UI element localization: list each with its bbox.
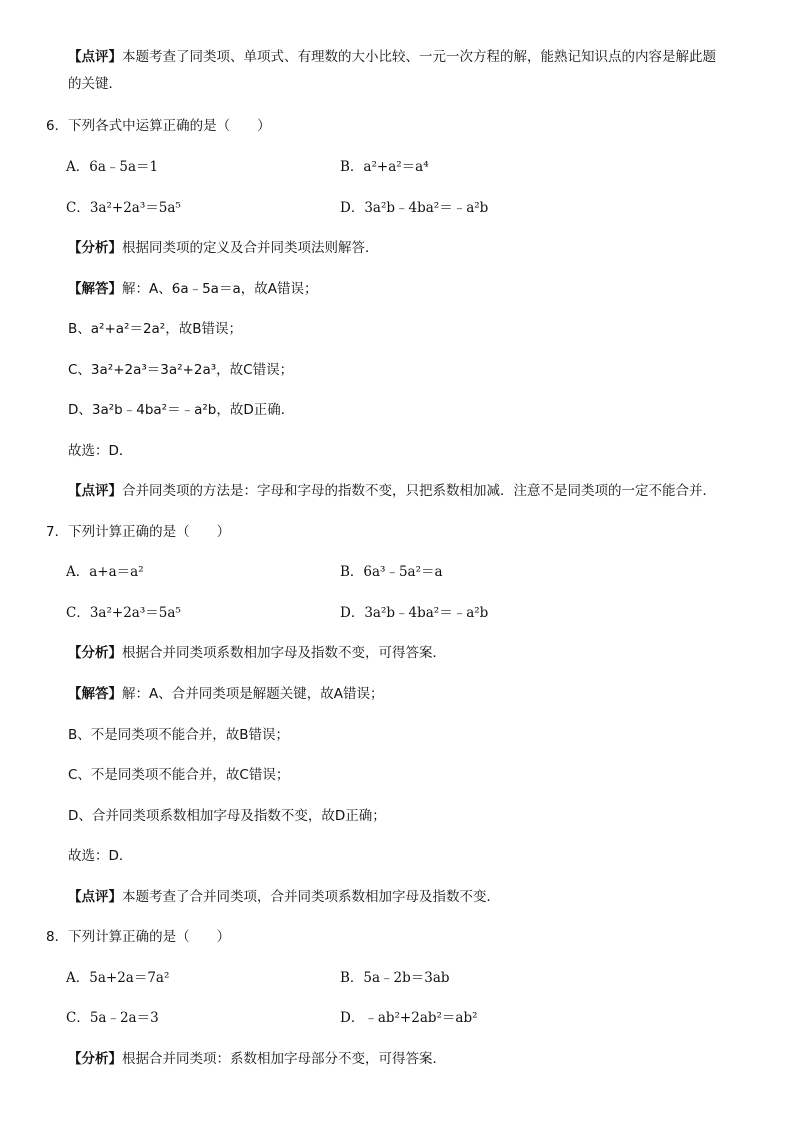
review-text: 本题考查了同类项、单项式、有理数的大小比较、一元一次方程的解，能熟记知识点的内容是解此题 <box>122 49 716 65</box>
question-7-stem: 7．下列计算正确的是（ ） <box>46 524 231 540</box>
q7-choice: 故选：D． <box>68 848 133 864</box>
q6-analysis <box>68 242 379 256</box>
q8-option-c: C．5a﹣2a＝3 <box>66 1010 159 1026</box>
q6-option-d: D．3a²b﹣4ba²＝﹣a²b <box>340 200 489 216</box>
review-line-1 <box>68 51 716 65</box>
q6-answer-line-d: D、3a²b﹣4ba²＝﹣a²b，故D正确． <box>68 402 295 418</box>
q6-answer-line-b: B、a²+a²＝2a²，故B错误； <box>68 321 242 337</box>
q8-option-d: D．﹣ab²+2ab²＝ab² <box>340 1010 478 1026</box>
q6-option-a: A．6a﹣5a＝1 <box>66 159 159 175</box>
q8-analysis <box>68 1053 446 1067</box>
answer-text: 解：A、6a﹣5a＝a，故A错误； <box>122 281 318 297</box>
q7-option-d: D．3a²b﹣4ba²＝﹣a²b <box>340 605 489 621</box>
review-tag: 【点评】 <box>68 889 122 905</box>
q7-option-c: C．3a²+2a³＝5a⁵ <box>66 605 181 621</box>
analysis-text: 根据同类项的定义及合并同类项法则解答． <box>122 240 379 256</box>
q7-answer-line-c: C、不是同类项不能合并，故C错误； <box>68 767 290 783</box>
analysis-tag: 【分析】 <box>68 240 122 256</box>
q7-review <box>68 891 500 905</box>
q7-answer-line-d: D、合并同类项系数相加字母及指数不变，故D正确； <box>68 808 386 824</box>
answer-text: 解：A、合并同类项是解题关键，故A错误； <box>122 686 384 702</box>
review-tag: 【点评】 <box>68 49 122 65</box>
review-text: 合并同类项的方法是：字母和字母的指数不变，只把系数相加减．注意不是同类项的一定不能合并． <box>122 483 716 499</box>
review-tag: 【点评】 <box>68 483 122 499</box>
q7-option-b: B．6a³﹣5a²＝a <box>340 564 443 580</box>
analysis-tag: 【分析】 <box>68 1051 122 1067</box>
question-6-stem: 6．下列各式中运算正确的是（ ） <box>46 118 271 134</box>
review-line-2: 的关键． <box>68 76 122 92</box>
question-8-stem: 8．下列计算正确的是（ ） <box>46 929 231 945</box>
q8-option-b: B．5a﹣2b＝3ab <box>340 970 450 986</box>
analysis-text: 根据合并同类项：系数相加字母部分不变，可得答案． <box>122 1051 446 1067</box>
q8-option-a: A．5a+2a＝7a² <box>66 970 170 986</box>
answer-tag: 【解答】 <box>68 686 122 702</box>
q6-answer <box>68 283 317 297</box>
review-text: 本题考查了合并同类项，合并同类项系数相加字母及指数不变． <box>122 889 500 905</box>
q6-option-b: B．a²+a²＝a⁴ <box>340 159 429 175</box>
q7-option-a: A．a+a＝a² <box>66 564 144 580</box>
q6-option-c: C．3a²+2a³＝5a⁵ <box>66 200 181 216</box>
q7-analysis <box>68 647 446 661</box>
analysis-tag: 【分析】 <box>68 645 122 661</box>
q6-review <box>68 485 716 499</box>
q6-answer-line-c: C、3a²+2a³＝3a²+2a³，故C错误； <box>68 362 294 378</box>
q7-answer-line-b: B、不是同类项不能合并，故B错误； <box>68 727 290 743</box>
q7-answer <box>68 688 383 702</box>
q6-choice: 故选：D． <box>68 443 133 459</box>
answer-tag: 【解答】 <box>68 281 122 297</box>
analysis-text: 根据合并同类项系数相加字母及指数不变，可得答案． <box>122 645 446 661</box>
